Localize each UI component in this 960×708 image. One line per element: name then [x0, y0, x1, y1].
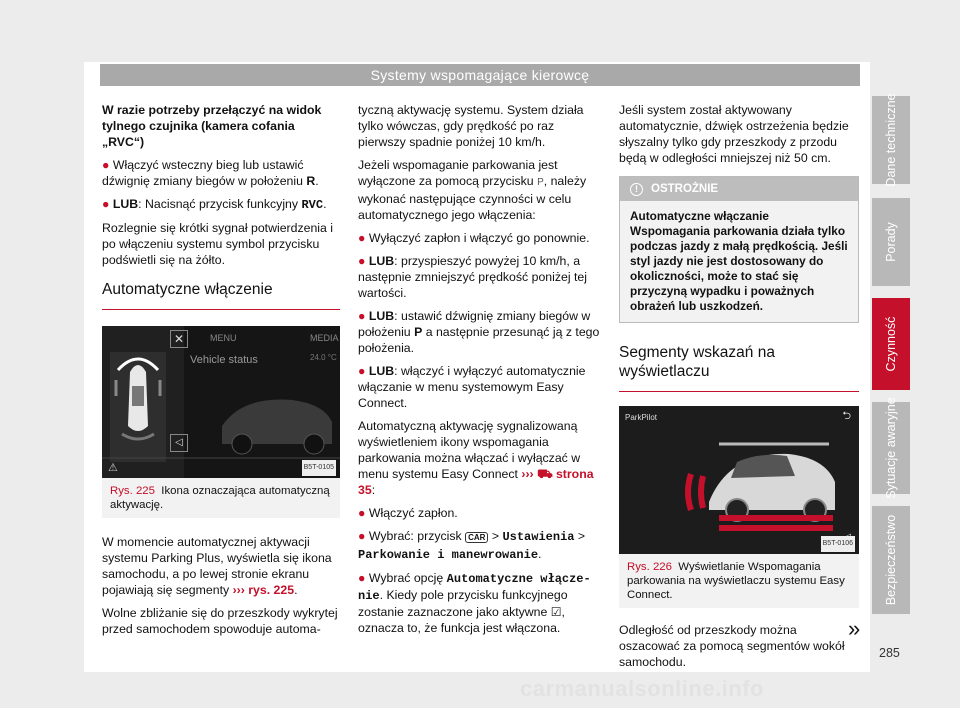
vehicle-status-screen [102, 326, 340, 478]
paragraph: Wolne zbliżanie się do przeszkody wykrytej przed samochodem spowoduje automa- [102, 606, 338, 636]
figure-code: B5T-0106 [821, 536, 855, 552]
list-item: ● LUB: ustawić dźwignię zmiany biegów w położeniu P a następnie przesunąć ją z tego położenia. [358, 309, 600, 355]
page-number: 285 [879, 646, 900, 660]
close-icon[interactable]: ✕ [170, 330, 188, 348]
column-2 [358, 102, 600, 643]
list-item: ● Włączyć zapłon. [358, 506, 458, 520]
screen-image [619, 406, 859, 554]
sound-icon[interactable]: ◁ [170, 434, 188, 452]
figure-226 [619, 406, 859, 608]
bullet: ● [102, 197, 110, 211]
menu-label[interactable]: MENU [210, 333, 237, 343]
easy-connect-icon: ⛟ [537, 467, 553, 481]
caution-icon: ! [630, 183, 643, 196]
page-header: Systemy wspomagające kierowcę [100, 64, 860, 86]
parkpilot-screen [619, 406, 859, 554]
figure-caption: Rys. 226 Wyświetlanie Wspomagania parkowania na wyświetlaczu systemu Easy Connect. [627, 561, 845, 601]
list-item: ● Włączyć wsteczny bieg lub ustawić dźwignię zmiany biegów w położeniu R. [102, 158, 319, 188]
caution-body: Automatyczne włączanie Wspomagania parkowania działa tylko podczas jazdy z małą prędkością. Jeśli styl jazdy nie jest dostosowany do okoliczności, może to stać się przyczyną wypadku i poważnych obrażeń lub uszkodzeń. [630, 209, 848, 313]
continue-marker: » [848, 616, 861, 641]
figure-225 [102, 326, 340, 518]
paragraph: Automatyczną aktywację sygnalizowaną wyświetleniem ikony wspomagania parkowania można włączać i wyłączać w menu systemu Easy Connect ››› ⛟ strona 35: [358, 419, 594, 497]
figure-code: B5T-0105 [302, 460, 336, 476]
list-item: ● Wybrać opcję Automatyczne włącze- nie. Kiedy pole przycisku funkcyjnego zostanie zaznaczone jako aktywne ☑, oznacza to, że funkcja jest włączona. [358, 571, 591, 635]
column-3 [619, 102, 859, 677]
heading-rvc: W razie potrzeby przełączyć na widok tylnego czujnika (kamera cofania „RVC“) [102, 103, 322, 149]
paragraph: tyczną aktywację systemu. System działa tylko wówczas, gdy prędkość po raz pierwszy spadnie poniżej 10 km/h. [358, 103, 584, 149]
column-1 [102, 102, 340, 644]
section-title: Automatyczne włączenie [102, 280, 340, 310]
list-item: ● Wybrać: przycisk CAR > Ustawienia > Parkowanie i manewrowanie. [358, 529, 586, 562]
temperature-label: 24.0 °C [310, 353, 337, 362]
back-arrow-icon[interactable]: ⮌ [842, 410, 851, 422]
list-item: ● LUB: przyspieszyć powyżej 10 km/h, a następnie zmniejszyć prędkość poniżej tej wartości. [358, 254, 587, 300]
list-item: ● LUB: Nacisnąć przycisk funkcyjny RVC. [102, 197, 327, 212]
page-link[interactable]: strona 35 [358, 467, 594, 497]
screen-image [102, 326, 340, 478]
caution-box [619, 176, 859, 323]
caution-header: ! OSTROŻNIE [620, 177, 858, 201]
tab-sytuacje-awaryjne[interactable]: Sytuacje awaryjne [872, 402, 910, 494]
tab-czynnosc[interactable]: Czynność [872, 298, 910, 390]
park-icon: P [537, 177, 544, 188]
checkbox-icon: ☑ [550, 605, 562, 619]
media-label[interactable]: MEDIA [310, 333, 339, 343]
tab-bezpieczenstwo[interactable]: Bezpieczeństwo [872, 506, 910, 614]
section-title: Segmenty wskazań na wyświetlaczu [619, 343, 859, 392]
paragraph: Rozlegnie się krótki sygnał potwierdzenia i po włączeniu systemu symbol przycisku podświetli się na żółto. [102, 221, 334, 267]
tab-dane-techniczne[interactable]: Dane techniczne [872, 96, 910, 184]
paragraph: Odległość od przeszkody można oszacować za pomocą segmentów wokół samochodu. [619, 623, 845, 669]
paragraph: W momencie automatycznej aktywacji systemu Parking Plus, wyświetla się ikona samochodu, a po lewej stronie ekranu pojawiają się segmenty ››› rys. 225. [102, 535, 332, 597]
paragraph: Jeśli system został aktywowany automatycznie, dźwięk ostrzeżenia będzie słyszalny tylko gdy przeszkody z przodu będą w odległości mniejszej niż 50 cm. [619, 103, 849, 165]
list-item: ● LUB: włączyć i wyłączyć automatycznie włączanie w menu systemowym Easy Connect. [358, 364, 586, 410]
car-button-icon: CAR [465, 532, 488, 543]
tab-porady[interactable]: Porady [872, 198, 910, 286]
figure-caption: Rys. 225 Ikona oznaczająca automatyczną aktywację. [110, 485, 330, 511]
bullet: ● [102, 158, 110, 172]
figure-link[interactable]: ››› rys. 225 [232, 583, 295, 597]
paragraph: Jeżeli wspomaganie parkowania jest wyłączone za pomocą przycisku P, należy wykonać następujące czynności w celu automatycznego jego włączenia: [358, 158, 587, 222]
list-item: ● Wyłączyć zapłon i włączyć go ponownie. [358, 231, 590, 245]
vehicle-status-label: Vehicle status [190, 354, 258, 366]
parkpilot-label: ParkPilot [625, 413, 658, 422]
watermark: carmanualsonline.info [520, 676, 764, 701]
warning-icon: ⚠ [108, 462, 118, 474]
rvc-key: RVC [301, 198, 324, 212]
